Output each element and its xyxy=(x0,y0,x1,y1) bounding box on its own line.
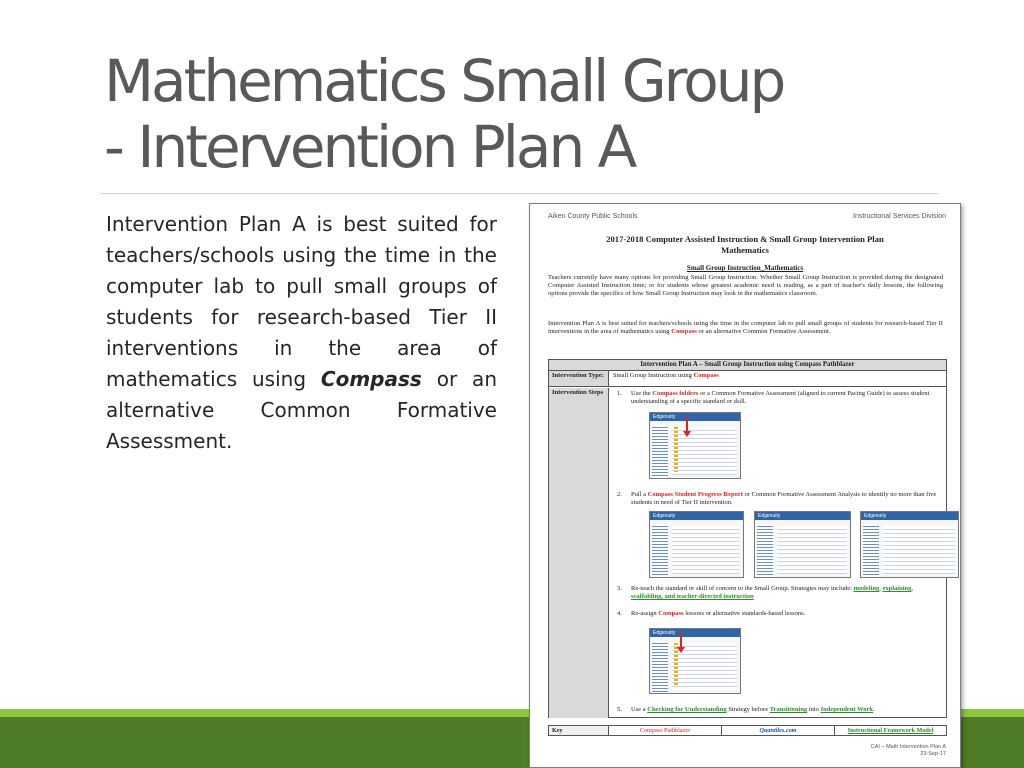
screenshot-nav xyxy=(652,425,668,479)
step-3-a: Re-teach the standard or skill of concern to the Small Group. Strategies may include: xyxy=(631,585,854,592)
doc-header-right: Instructional Services Division xyxy=(853,213,946,220)
red-arrow-icon xyxy=(686,417,688,433)
scaffolding-link[interactable]: scaffolding, and teacher-directed instruction xyxy=(631,593,754,600)
key-instructional-framework[interactable]: Instructional Framework Model xyxy=(847,727,934,734)
screenshot-nav xyxy=(652,641,668,694)
screenshot-compass-folders xyxy=(649,412,741,479)
slide-title-line1: Mathematics Small Group xyxy=(104,47,784,115)
step-2-a: Pull a xyxy=(631,491,648,498)
doc-paragraph-2 xyxy=(548,320,943,336)
screenshot-status-dots xyxy=(674,427,678,472)
screenshot-brand-bar: Edgenuity xyxy=(650,512,743,520)
step-5-text xyxy=(631,706,945,714)
screenshot-brand-bar: Edgenuity xyxy=(861,512,958,520)
step-5-c: into xyxy=(807,706,821,713)
screenshot-brand-bar: Edgenuity xyxy=(650,629,740,637)
doc-title-line2: Mathematics xyxy=(721,245,769,255)
screenshot-brand-bar: Edgenuity xyxy=(755,512,850,520)
screenshot-rows xyxy=(883,526,955,574)
step-3-text xyxy=(631,585,945,601)
doc-footer-title: CAI – Math Intervention Plan A xyxy=(870,744,946,750)
step-2-b: or Common Formative Assessment Analysis to identify no more than five students in need of Tier II intervention. xyxy=(631,491,937,506)
step-3-separator: , xyxy=(911,585,913,592)
type-value-text: Small Group Instruction using xyxy=(613,372,694,379)
intervention-type-label: Intervention Type: xyxy=(549,371,609,386)
screenshot-nav xyxy=(863,524,879,578)
step-1-text xyxy=(631,390,945,406)
independent-work-link[interactable]: Independent Work xyxy=(820,706,874,713)
transitioning-link[interactable]: Transitioning xyxy=(769,706,808,713)
screenshot-progress-report-2 xyxy=(754,511,851,578)
slide-body-text xyxy=(106,209,497,457)
title-divider xyxy=(100,193,938,194)
step-4-number: 4. xyxy=(617,610,622,617)
step-5-d: . xyxy=(873,706,875,713)
step-4-text xyxy=(631,610,945,618)
screenshot-nav xyxy=(652,524,668,578)
step-3-number: 3. xyxy=(617,585,622,592)
body-text-emphasis: Compass xyxy=(320,367,422,391)
step-2-progress-report: Compass Student Progress Report xyxy=(647,491,743,498)
step-5-number: 5. xyxy=(617,706,622,713)
slide-title xyxy=(104,48,904,180)
screenshot-progress-report-1 xyxy=(649,511,744,578)
doc-p2-compass: Compass xyxy=(671,328,697,336)
step-2-number: 2. xyxy=(617,491,622,498)
type-value-compass: Compass xyxy=(693,372,719,379)
screenshot-reassign-lessons xyxy=(649,628,741,694)
step-1-a: Use the xyxy=(631,390,653,397)
doc-header-left: Aiken County Public Schools xyxy=(548,213,638,220)
step-3-separator: , xyxy=(879,585,883,592)
body-text-end: or an alternative Common Formative Assessment. xyxy=(106,367,497,453)
step-1-number: 1. xyxy=(617,390,622,397)
doc-footer xyxy=(871,744,946,758)
doc-p2-start: Intervention Plan A is best suited for teachers/schools using the time in the computer lab to pull small groups of students for research-based Tier II interventions in the area of mathematics using xyxy=(548,320,943,336)
intervention-steps-row xyxy=(549,388,946,718)
screenshot-nav xyxy=(757,524,773,578)
doc-subtitle: Small Group Instruction_Mathematics xyxy=(686,264,804,272)
step-4-compass: Compass xyxy=(658,610,684,617)
body-text-start: Intervention Plan A is best suited for teachers/schools using the time in the computer lab to pull small groups of students for research-based Tier II interventions in the area of mathematics using xyxy=(106,212,497,391)
step-4-b: lessons or alternative standards-based lessons. xyxy=(683,610,806,617)
intervention-steps-label: Intervention Steps xyxy=(549,388,609,718)
doc-p2-end: or an alternative Common Formative Assessment. xyxy=(696,328,831,336)
doc-title-line1: 2017-2018 Computer Assisted Instruction & Small Group Intervention Plan xyxy=(606,234,884,244)
screenshot-rows xyxy=(672,526,740,574)
checking-for-understanding-link[interactable]: Checking for Understanding xyxy=(647,706,727,713)
key-label: Key xyxy=(549,726,609,735)
screenshot-brand-bar: Edgenuity xyxy=(650,413,740,421)
key-table xyxy=(548,725,947,736)
modeling-link[interactable]: modeling xyxy=(853,585,880,592)
step-2-text xyxy=(631,491,945,507)
screenshot-progress-report-3 xyxy=(860,511,959,578)
step-4-a: Re-assign xyxy=(631,610,659,617)
slide-title-line2: - Intervention Plan A xyxy=(104,113,635,181)
plan-table-header: Intervention Plan A – Small Group Instruction using Compass Pathblazer xyxy=(549,360,946,371)
screenshot-rows xyxy=(672,427,737,475)
key-quantiles[interactable]: Quantiles.com xyxy=(722,726,835,735)
screenshot-rows xyxy=(777,526,847,574)
doc-paragraph-1: Teachers currently have many options for providing Small Group Instruction. Whether Small Group Instruction is provided during the designated Computer Assisted Instruction time; or for students whose greatest academic need is reading, as a part of teacher's daily lessons, the following options provide the specifics of how Small Group Instruction may look in the mathematics classroom. xyxy=(548,274,943,298)
red-arrow-icon xyxy=(680,633,682,649)
intervention-type-row xyxy=(549,371,946,387)
step-5-b: Strategy before xyxy=(726,706,770,713)
intervention-type-value xyxy=(613,372,719,380)
step-1-b: or a Common Formative Assessment (aligned to current Pacing Guide) to assess student understanding of a specific standard or skill. xyxy=(631,390,930,405)
document-thumbnail xyxy=(529,203,961,768)
intervention-plan-table xyxy=(548,359,947,718)
key-compass-pathblazer: Compass Pathblazer xyxy=(609,726,722,735)
doc-footer-date: 23-Sep-17 xyxy=(920,751,946,757)
doc-title xyxy=(530,234,960,256)
step-1-compass-folders: Compass folders xyxy=(652,390,699,397)
step-5-a: Use a xyxy=(631,706,648,713)
explaining-link[interactable]: explaining xyxy=(882,585,912,592)
